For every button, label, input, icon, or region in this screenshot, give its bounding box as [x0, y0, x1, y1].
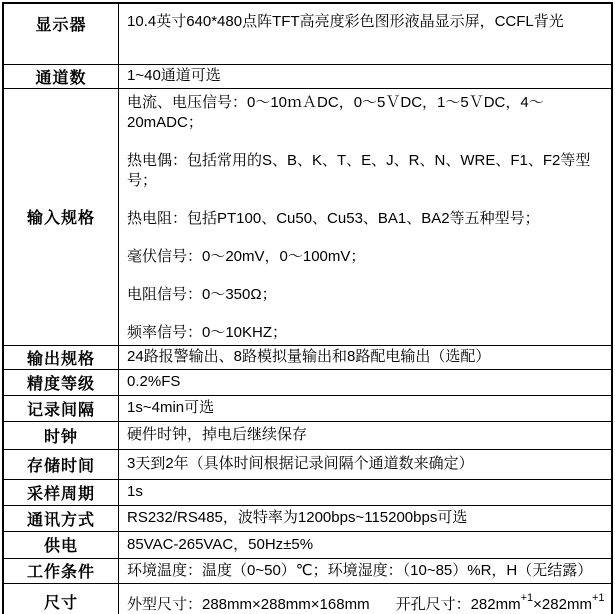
- dimension-hole-tolerance-1: +1: [520, 592, 534, 604]
- dimension-hole-mid: ×282mm: [533, 596, 592, 613]
- spec-label-input-specs: 输入规格: [3, 88, 119, 345]
- spec-label-clock: 时钟: [3, 421, 119, 449]
- input-spec-millivolt: 毫伏信号：0～20mV，0～100mV；: [127, 247, 366, 265]
- spec-row-channel-count: [3, 64, 612, 88]
- spec-label-power-supply: 供电: [3, 531, 119, 558]
- input-spec-resistance: 电阻信号：0～350Ω；: [127, 285, 277, 303]
- spec-row-sampling-period: [3, 479, 612, 505]
- dimension-hole-prefix: 开孔尺寸：282mm: [395, 596, 521, 613]
- spec-label-working-conditions: 工作条件: [3, 558, 119, 583]
- spec-label-sampling-period: 采样周期: [3, 479, 119, 505]
- spec-value-storage-time: 3天到2年（具体时间根据记录间隔个通道数来确定）: [119, 449, 613, 479]
- spec-label-accuracy-class: 精度等级: [3, 369, 119, 395]
- spec-row-communication: [3, 505, 612, 531]
- dimension-outline: 外型尺寸：288mm×288mm×168mm: [127, 596, 370, 613]
- spec-value-input-specs: [119, 88, 613, 345]
- spec-label-storage-time: 存储时间: [3, 449, 119, 479]
- spec-row-working-conditions: [3, 558, 612, 583]
- spec-row-input-specs: [3, 88, 612, 345]
- spec-value-accuracy-class: 0.2%FS: [119, 369, 613, 395]
- input-spec-current-voltage: 电流、电压信号：0～10ｍＡDC，0～5ＶDC，1～5ＶDC，4～20mADC；: [127, 93, 544, 131]
- input-spec-thermocouple: 热电偶：包括常用的S、B、K、T、E、J、R、N、WRE、F1、F2等型号；: [127, 151, 591, 189]
- spec-row-accuracy-class: [3, 369, 612, 395]
- spec-row-output-specs: [3, 345, 612, 369]
- spec-table: [2, 2, 613, 614]
- input-spec-frequency: 频率信号：0～10KHZ；: [127, 323, 288, 341]
- spec-value-output-specs: 24路报警输出、8路模拟量输出和8路配电输出（选配）: [119, 345, 613, 369]
- spec-value-clock: 硬件时钟，掉电后继续保存: [119, 421, 613, 449]
- spec-value-communication: RS232/RS485，波特率为1200bps~115200bps可选: [119, 505, 613, 531]
- spec-value-channel-count: 1~40通道可选: [119, 64, 613, 88]
- input-spec-rtd: 热电阻：包括PT100、Cu50、Cu53、BA1、BA2等五种型号；: [127, 209, 540, 227]
- spec-value-record-interval: 1s~4min可选: [119, 395, 613, 421]
- spec-row-clock: [3, 421, 612, 449]
- spec-label-communication: 通讯方式: [3, 505, 119, 531]
- spec-row-display: [3, 3, 612, 64]
- spec-value-sampling-period: 1s: [119, 479, 613, 505]
- spec-value-dimensions: [119, 583, 613, 614]
- spec-row-power-supply: [3, 531, 612, 558]
- spec-label-output-specs: 输出规格: [3, 345, 119, 369]
- spec-label-channel-count: 通道数: [3, 64, 119, 88]
- spec-row-record-interval: [3, 395, 612, 421]
- spec-label-display: 显示器: [3, 3, 119, 64]
- spec-row-storage-time: [3, 449, 612, 479]
- spec-row-dimensions: [3, 583, 612, 614]
- spec-value-display: 10.4英寸640*480点阵TFT高亮度彩色图形液晶显示屏，CCFL背光: [119, 3, 613, 64]
- spec-label-record-interval: 记录间隔: [3, 395, 119, 421]
- spec-value-power-supply: 85VAC-265VAC，50Hz±5%: [119, 531, 613, 558]
- spec-value-working-conditions: 环境温度：温度（0~50）℃；环境湿度：（10~85）%R，H（无结露）: [119, 558, 613, 583]
- dimension-hole-tolerance-2: +1: [591, 592, 605, 604]
- spec-label-dimensions: 尺寸: [3, 583, 119, 614]
